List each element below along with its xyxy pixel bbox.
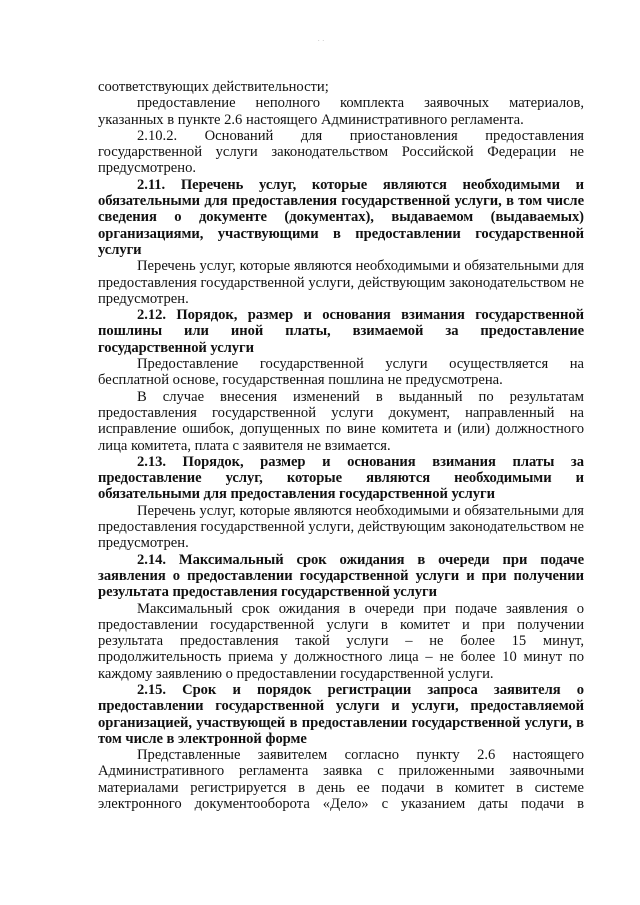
page-header-mark: · · xyxy=(317,37,325,45)
paragraph-2-15-body: Представленные заявителем согласно пункту 2.6 настоящего Административного регламента заявка с приложенными заявочными материалами регистрируется в день ее подачи в комитет в системе электронного документооборота «Дело» с указанием даты подачи в xyxy=(98,747,584,813)
paragraph-incomplete-materials: предоставление неполного комплекта заявочных материалов, указанных в пункте 2.6 настоящего Административного регламента. xyxy=(98,95,584,128)
heading-2-13: 2.13. Порядок, размер и основания взимания платы за предоставление услуг, которые являются необходимыми и обязательными для предоставления государственной услуги xyxy=(98,453,584,503)
heading-2-12: 2.12. Порядок, размер и основания взимания государственной пошлины или иной платы, взимаемой за предоставление государственной услуги xyxy=(98,307,584,356)
paragraph-2-10-2: 2.10.2. Оснований для приостановления предоставления государственной услуги законодательством Российской Федерации не предусмотрено. xyxy=(98,127,584,177)
paragraph-2-13-body: Перечень услуг, которые являются необходимыми и обязательными для предоставления государственной услуги, действующим законодательством не предусмотрен. xyxy=(98,502,584,552)
heading-2-15: 2.15. Срок и порядок регистрации запроса заявителя о предоставлении государственной услуги и услуги, предоставляемой организацией, участвующей в предоставлении государственной услуги, в том числе в электронной форме xyxy=(98,681,584,747)
heading-2-11: 2.11. Перечень услуг, которые являются необходимыми и обязательными для предоставления государственной услуги, в том числе сведения о документе (документах), выдаваемом (выдаваемых) организациями, участвующими в предоставлении государственной услуги xyxy=(98,176,584,258)
paragraph-continuation: соответствующих действительности; xyxy=(98,79,329,95)
paragraph-2-14-body: Максимальный срок ожидания в очереди при подаче заявления о предоставлении государственной услуги в комитет и при получении результата предоставления такой услуги – не более 15 минут, продолжительность приема у должностного лица – не более 10 минут по каждому заявлению о предоставлении государственной услуги. xyxy=(98,600,584,682)
paragraph-2-12-corrections: В случае внесения изменений в выданный по результатам предоставления государственной услуги документ, направленный на исправление ошибок, допущенных по вине комитета и (или) должностного лица комитета, плата с заявителя не взимается. xyxy=(98,388,584,454)
paragraph-2-12-free: Предоставление государственной услуги осуществляется на бесплатной основе, государственная пошлина не предусмотрена. xyxy=(98,356,584,389)
paragraph-2-11-body: Перечень услуг, которые являются необходимыми и обязательными для предоставления государственной услуги, действующим законодательством не предусмотрен. xyxy=(98,258,584,307)
heading-2-14: 2.14. Максимальный срок ожидания в очереди при подаче заявления о предоставлении государственной услуги и при получении результата предоставления государственной услуги xyxy=(98,551,584,601)
document-body xyxy=(98,79,584,812)
